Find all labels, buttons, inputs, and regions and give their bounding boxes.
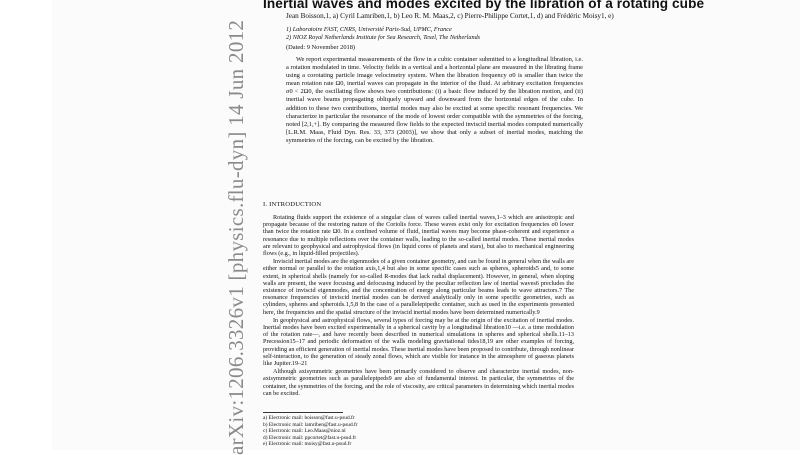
page-margin xyxy=(0,0,52,450)
affiliations xyxy=(286,26,706,41)
footnote: e) Electronic mail: moisy@fast.u-psud.fr xyxy=(263,441,352,448)
paper-title: Inertial waves and modes excited by the libration of a rotating cube xyxy=(263,0,705,11)
footnote: d) Electronic mail: ppcortet@fast.u-psud.fr xyxy=(263,434,357,441)
footnote: b) Electronic mail: lamriben@fast.u-psud.fr xyxy=(263,421,358,428)
arxiv-identifier: arXiv:1206.3326v1 [physics.flu-dyn] 14 Jun 2012 xyxy=(224,19,248,455)
footnote-divider xyxy=(263,412,343,413)
author-list: Jean Boisson,1, a) Cyril Lamriben,1, b) Leo R. M. Maas,2, c) Pierre-Philippe Cortet,1, d) and Frédéric Moisy1, e) xyxy=(286,12,614,20)
footnote: c) Electronic mail: Leo.Maas@nioz.nl xyxy=(263,428,346,435)
paragraph: Rotating fluids support the existence of a singular class of waves called inertial waves,1–3 which are anisotropic and propagate because of the restoring nature of the Coriolis force. These waves exist only for excitation frequencies σ0 lower than twice the rotation rate Ω0. In a confined volume of fluid, inertial waves may become phase-coherent and experience a resonance due to multiple reflections over the container walls, leading to the so-called inertial modes. These inertial modes are relevant to geophysical and astrophysical flows (in liquid cores of planets and stars), but also to mechanical engineering flows (e.g., in liquid-filled projectiles). xyxy=(263,214,574,258)
paragraph: Although axisymmetric geometries have been primarily considered to observe and characterize inertial modes, non-axisymmetric geometries such as parallelepipeds9 are also of fundamental interest. In particular, the symmetries of the container, the symmetries of the forcing, and the role of viscosity, are critical parameters in determining which inertial modes can be excited. xyxy=(263,368,574,397)
footnotes xyxy=(263,415,463,448)
affiliation-line: 2) NIOZ Royal Netherlands Institute for Sea Research, Texel, The Netherlands xyxy=(286,33,481,41)
abstract: We report experimental measurements of the flow in a cubic container submitted to a longitudinal libration, i.e. a rotation modulated in time. Velocity fields in a vertical and a horizontal plane are measured in the librating frame using a corotating particle image velocimetry system. When the libration frequency σ0 is smaller than twice the mean rotation rate Ω0, inertial waves can propagate in the interior of the fluid. At arbitrary excitation frequencies σ0 < 2Ω0, the oscillating flow shows two contributions: (i) a basic flow induced by the libration motion, and (ii) inertial wave beams propagating obliquely upward and downward from the horizontal edges of the cube. In addition to these two contributions, inertial modes may also be excited at some specific resonant frequencies. We characterize in particular the resonance of the mode of lowest order compatible with the symmetries of the forcing, noted [2,1,+]. By comparing the measured flow fields to the expected inviscid inertial modes computed numerically [L.R.M. Maas, Fluid Dyn. Res. 33, 373 (2003)], we show that only a subset of inertial modes, matching the symmetries of the forcing, can be excited by the libration. xyxy=(286,56,583,144)
footnote: a) Electronic mail: boisson@fast.u-psud.fr xyxy=(263,415,355,421)
paragraph: In geophysical and astrophysical flows, several types of forcing may be at the origin of the excitation of inertial modes. Inertial modes have been excited experimentally in a spherical cavity by a longitudinal libration10 —i.e. a time modulation of the rotation rate—, and have recently been described in numerical simulations in spheres and spherical shells.11–13 Precession15–17 and periodic deformation of the walls modeling gravitational tides18,19 are other examples of forcing, providing an efficient generation of inertial modes. These inertial modes have been proposed to contribute, through nonlinear self-interaction, to the generation of steady zonal flows, which are visible for instance in the atmosphere of gaseous planets like Jupiter.19–21 xyxy=(263,316,574,368)
paper-date: (Dated: 9 November 2018) xyxy=(286,44,356,51)
affiliation-line: 1) Laboratoire FAST, CNRS, Université Paris-Sud, UPMC, France xyxy=(286,26,452,33)
body-text xyxy=(263,214,574,398)
paragraph: Inviscid inertial modes are the eigenmodes of a given container geometry, and can be found in general when the walls are either normal or parallel to the rotation axis,1,4 but also in some specific cases such as spheres, spheroids5 and, to some extent, in spherical shells (namely for so-called R-modes that lack radial displacement). However, in general, when sloping walls are present, the wave focusing and defocusing induced by the peculiar reflection law of inertial waves6 precludes the existence of inviscid eigenmodes, and the concentration of energy along particular beams leads to wave attractors.7 The resonance frequencies of inviscid inertial modes can be derived analytically only in some specific geometries, such as cylinders, spheres and spheroids.1,5,8 In the case of a parallelepipedic container, such as used in the experiments presented here, the frequencies and the spatial structure of the inviscid inertial modes have been determined numerically.9 xyxy=(263,258,574,316)
section-heading: I. INTRODUCTION xyxy=(263,201,322,208)
